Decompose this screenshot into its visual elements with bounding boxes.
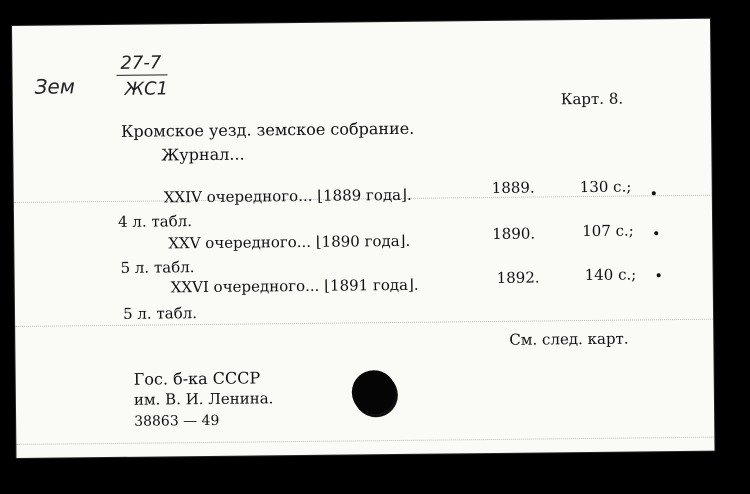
- entry-title: XXV очередного... ⌊1890 года⌋.: [168, 231, 411, 253]
- entry-pages: 130 с.;: [579, 177, 632, 197]
- catalog-card: [12, 19, 714, 458]
- entry-pages: 107 с.;: [582, 221, 634, 241]
- heading: Кромское уезд. земское собрание.: [121, 118, 415, 141]
- entry-title: XXVI очередного... ⌊1891 года⌋.: [170, 275, 419, 297]
- shelf-mark-number: 27-7: [116, 54, 167, 76]
- ink-stamp: [352, 370, 396, 414]
- library-dedication: им. В. И. Ленина.: [133, 389, 274, 409]
- margin-dot: [657, 273, 661, 277]
- card-rule: [16, 437, 714, 445]
- entry-title: XXIV очередного... ⌊1889 года⌋.: [163, 185, 412, 207]
- card-rule: [15, 319, 713, 327]
- shelf-mark-suffix: ЖС1: [124, 78, 169, 100]
- entry-year: 1892.: [496, 268, 540, 287]
- subheading: Журнал...: [161, 144, 245, 165]
- shelf-mark-prefix: Зем: [34, 74, 75, 99]
- margin-dot: [652, 191, 656, 195]
- entry-tables: 5 л. табл.: [122, 304, 198, 323]
- entry-tables: 4 л. табл.: [117, 212, 193, 231]
- see-next-card: См. след. карт.: [509, 329, 629, 349]
- entry-tables: 5 л. табл.: [120, 258, 195, 277]
- entry-year: 1889.: [491, 178, 535, 197]
- card-number: Карт. 8.: [560, 89, 624, 109]
- entry-year: 1890.: [492, 224, 536, 243]
- library-inventory-number: 38863 — 49: [134, 412, 220, 430]
- margin-dot: [654, 231, 658, 235]
- library-name: Гос. б-ка СССР: [133, 368, 261, 389]
- entry-pages: 140 с.;: [584, 265, 637, 285]
